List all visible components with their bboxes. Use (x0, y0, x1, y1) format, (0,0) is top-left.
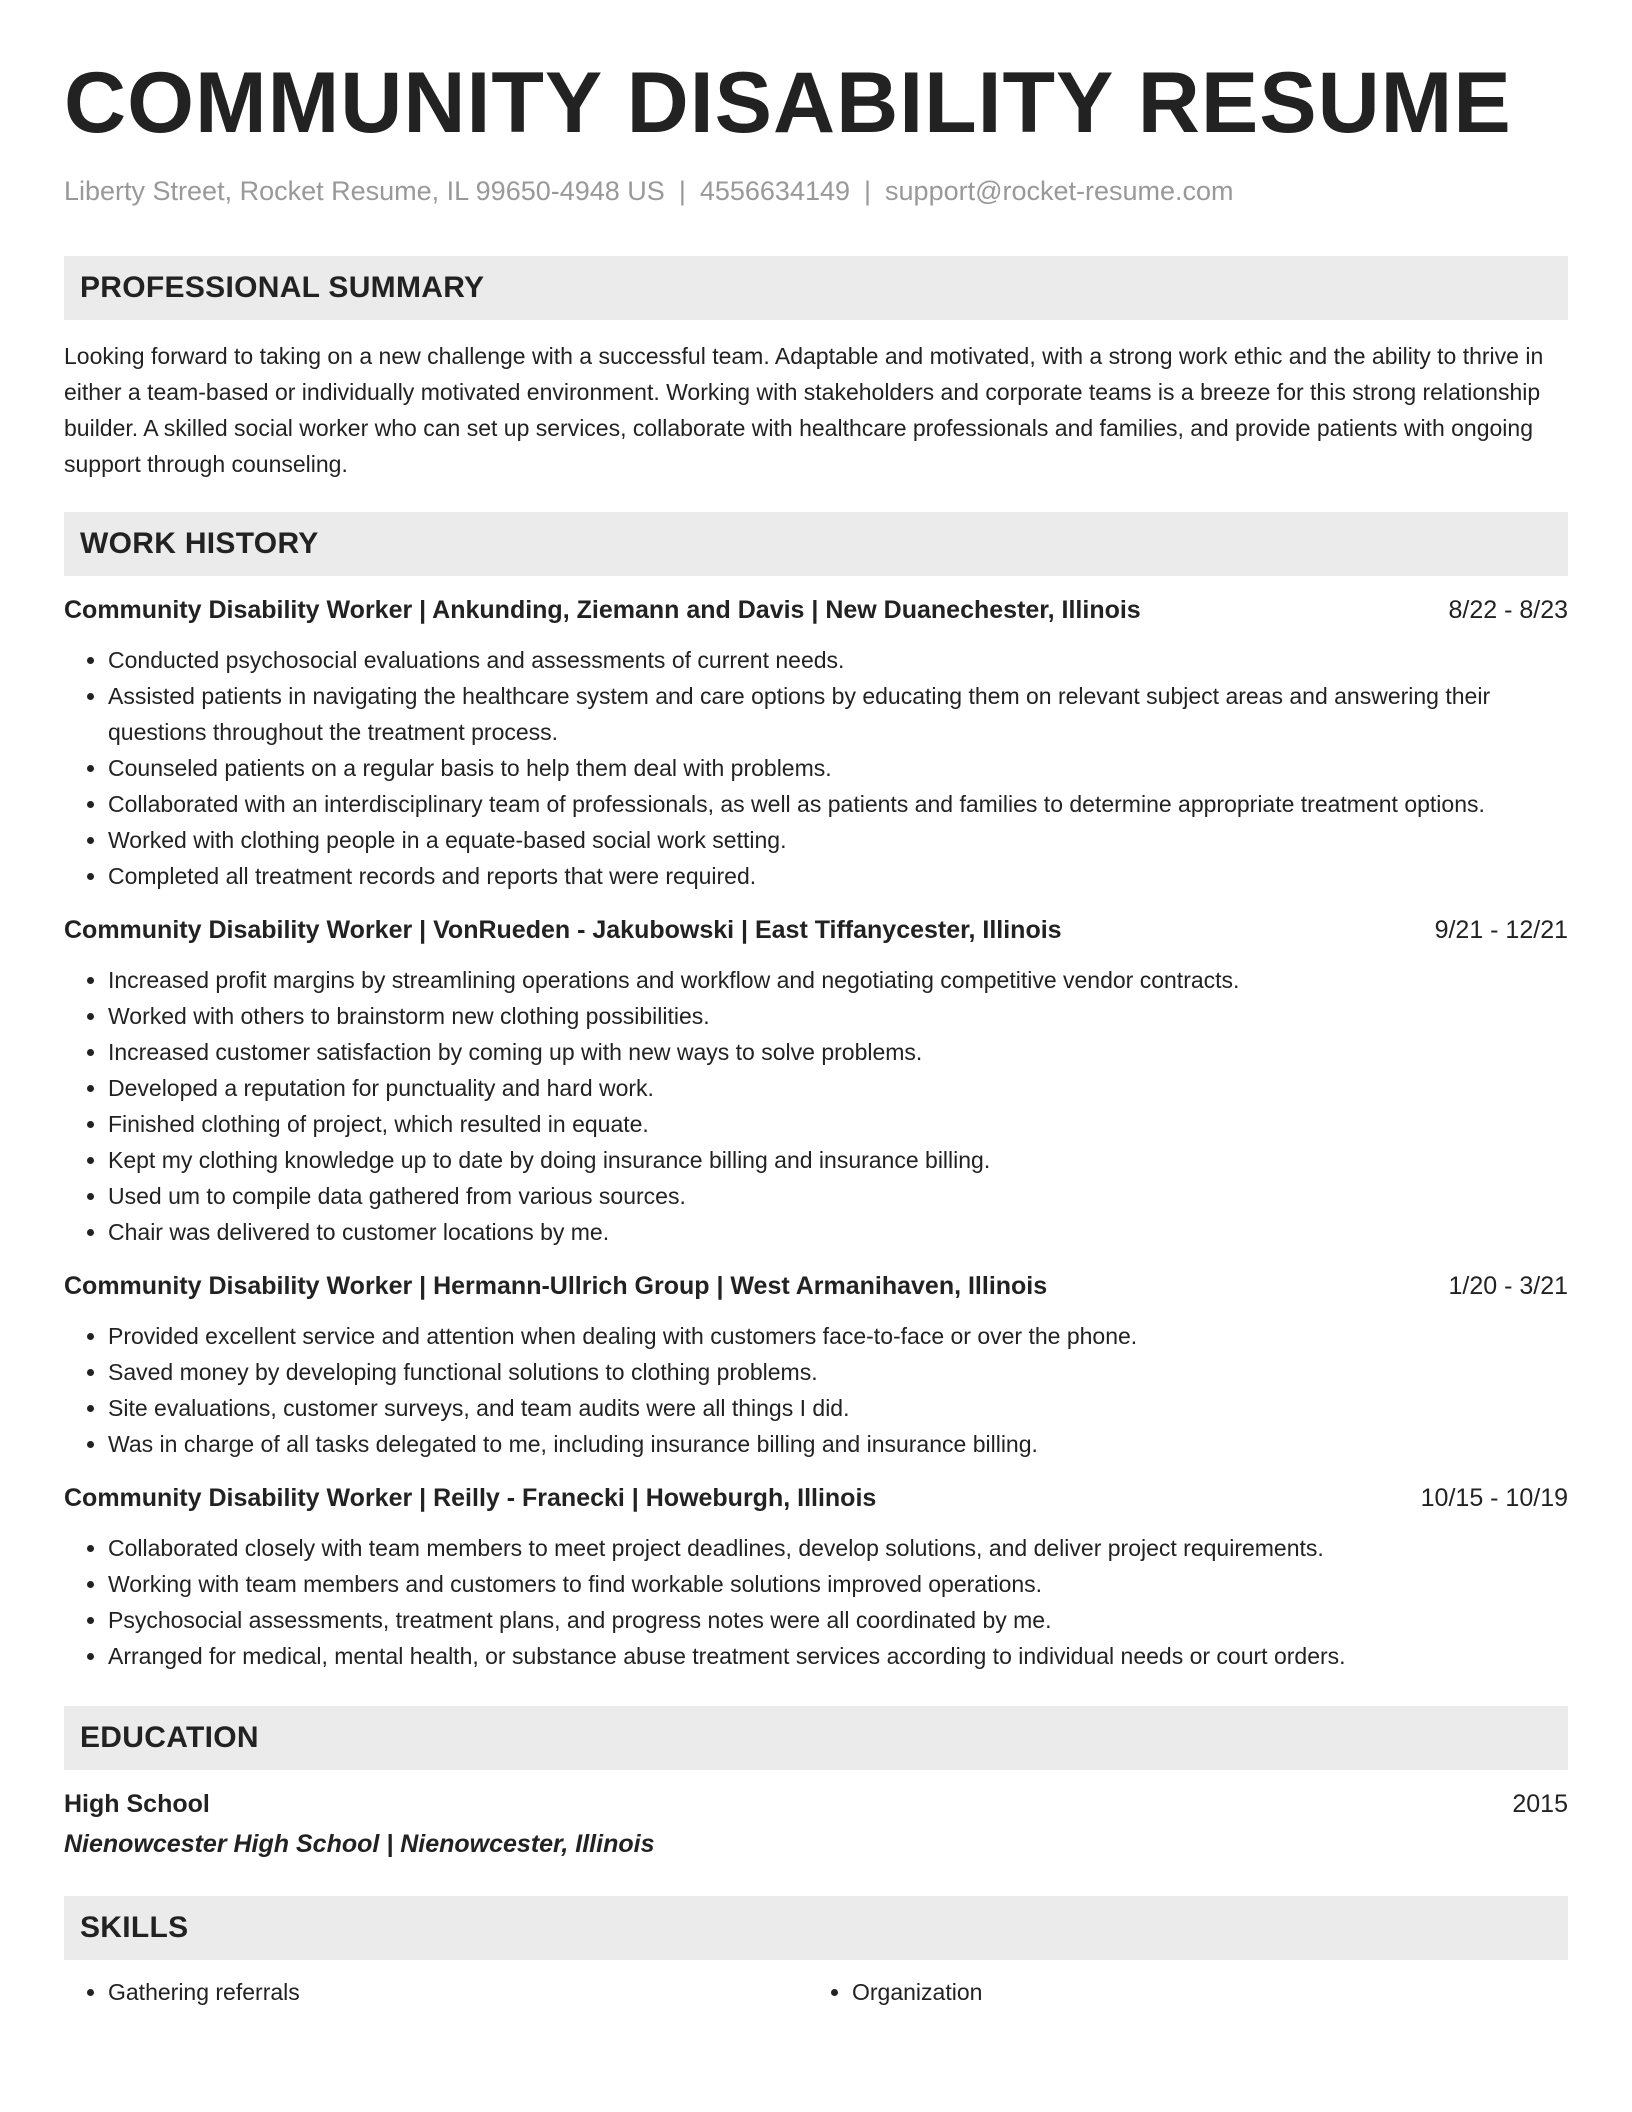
job-heading: Community Disability Worker | VonRueden - Jakubowski | East Tiffanycester, Illinois (64, 916, 1062, 944)
education-entry (64, 1786, 1568, 1862)
list-item: • Developed a reputation for punctuality and hard work. (108, 1070, 1568, 1106)
list-item: • Counseled patients on a regular basis to help them deal with problems. (108, 750, 1568, 786)
list-item: • Conducted psychosocial evaluations and assessments of current needs. (108, 642, 1568, 678)
list-item: • Organization (852, 1974, 1552, 2010)
list-item: • Arranged for medical, mental health, or substance abuse treatment services according to individual needs or court orders. (108, 1638, 1568, 1674)
job-heading: Community Disability Worker | Reilly - Franecki | Howeburgh, Illinois (64, 1484, 877, 1512)
education-heading-row (64, 1786, 1568, 1822)
section-title-work: WORK HISTORY (64, 512, 1568, 576)
job-entry (64, 912, 1568, 1250)
job-entry (64, 592, 1568, 894)
list-item: • Was in charge of all tasks delegated to me, including insurance billing and insurance billing. (108, 1426, 1568, 1462)
list-item: • Worked with clothing people in a equate-based social work setting. (108, 822, 1568, 858)
job-heading-row (64, 1480, 1568, 1516)
job-heading: Community Disability Worker | Ankunding, Ziemann and Davis | New Duanechester, Illinois (64, 596, 1141, 624)
job-entry (64, 1480, 1568, 1674)
skills-list (64, 1974, 1568, 2010)
job-heading-row (64, 592, 1568, 628)
list-item: • Working with team members and customers to find workable solutions improved operations. (108, 1566, 1568, 1602)
list-item: • Saved money by developing functional solutions to clothing problems. (108, 1354, 1568, 1390)
skills-column-right (808, 1974, 1552, 2010)
job-dates: 9/21 - 12/21 (1434, 916, 1568, 944)
job-dates: 8/22 - 8/23 (1448, 596, 1568, 624)
job-heading: Community Disability Worker | Hermann-Ullrich Group | West Armanihaven, Illinois (64, 1272, 1048, 1300)
skills-column-left (64, 1974, 808, 2010)
section-title-summary: PROFESSIONAL SUMMARY (64, 256, 1568, 320)
list-item: • Worked with others to brainstorm new clothing possibilities. (108, 998, 1568, 1034)
job-dates: 1/20 - 3/21 (1448, 1272, 1568, 1300)
list-item: • Assisted patients in navigating the healthcare system and care options by educating them on relevant subject areas and answering their questions throughout the treatment process. (108, 678, 1568, 750)
contact-separator: | (678, 176, 686, 206)
list-item: • Completed all treatment records and reports that were required. (108, 858, 1568, 894)
section-title-skills: SKILLS (64, 1896, 1568, 1960)
job-heading-row (64, 1268, 1568, 1304)
contact-phone: 4556634149 (699, 176, 851, 206)
section-title-education: EDUCATION (64, 1706, 1568, 1770)
list-item: • Collaborated with an interdisciplinary team of professionals, as well as patients and families to determine appropriate treatment options. (108, 786, 1568, 822)
list-item: • Chair was delivered to customer locations by me. (108, 1214, 1568, 1250)
list-item: • Psychosocial assessments, treatment plans, and progress notes were all coordinated by me. (108, 1602, 1568, 1638)
resume-title: COMMUNITY DISABILITY RESUME (64, 55, 1512, 151)
list-item: • Kept my clothing knowledge up to date by doing insurance billing and insurance billing. (108, 1142, 1568, 1178)
contact-address: Liberty Street, Rocket Resume, IL 99650-4948 US (64, 176, 665, 206)
job-bullets (64, 1318, 1568, 1462)
list-item: • Site evaluations, customer surveys, and team audits were all things I did. (108, 1390, 1568, 1426)
job-entry (64, 1268, 1568, 1462)
contact-separator: | (864, 176, 872, 206)
list-item: • Increased customer satisfaction by coming up with new ways to solve problems. (108, 1034, 1568, 1070)
contact-email: support@rocket-resume.com (885, 176, 1234, 206)
list-item: • Finished clothing of project, which resulted in equate. (108, 1106, 1568, 1142)
list-item: • Provided excellent service and attention when dealing with customers face-to-face or over the phone. (108, 1318, 1568, 1354)
job-bullets (64, 962, 1568, 1250)
education-year: 2015 (1512, 1790, 1568, 1818)
resume-page (64, 0, 1568, 2010)
job-heading-row (64, 912, 1568, 948)
job-bullets (64, 642, 1568, 894)
list-item: • Collaborated closely with team members to meet project deadlines, develop solutions, and deliver project requirements. (108, 1530, 1568, 1566)
list-item: • Increased profit margins by streamlining operations and workflow and negotiating competitive vendor contracts. (108, 962, 1568, 998)
list-item: • Gathering referrals (108, 1974, 808, 2010)
job-bullets (64, 1530, 1568, 1674)
contact-line (64, 176, 1568, 210)
education-degree: High School (64, 1790, 210, 1818)
education-school: Nienowcester High School | Nienowcester, Illinois (64, 1830, 655, 1858)
job-dates: 10/15 - 10/19 (1420, 1484, 1568, 1512)
list-item: • Used um to compile data gathered from various sources. (108, 1178, 1568, 1214)
summary-text: Looking forward to taking on a new challenge with a successful team. Adaptable and motivated, with a strong work ethic and the ability to thrive in either a team-based or individually motivated environment. Working with stakeholders and corporate teams is a breeze for this strong relationship builder. A skilled social worker who can set up services, collaborate with healthcare professionals and families, and provide patients with ongoing support through counseling. (64, 343, 1544, 477)
